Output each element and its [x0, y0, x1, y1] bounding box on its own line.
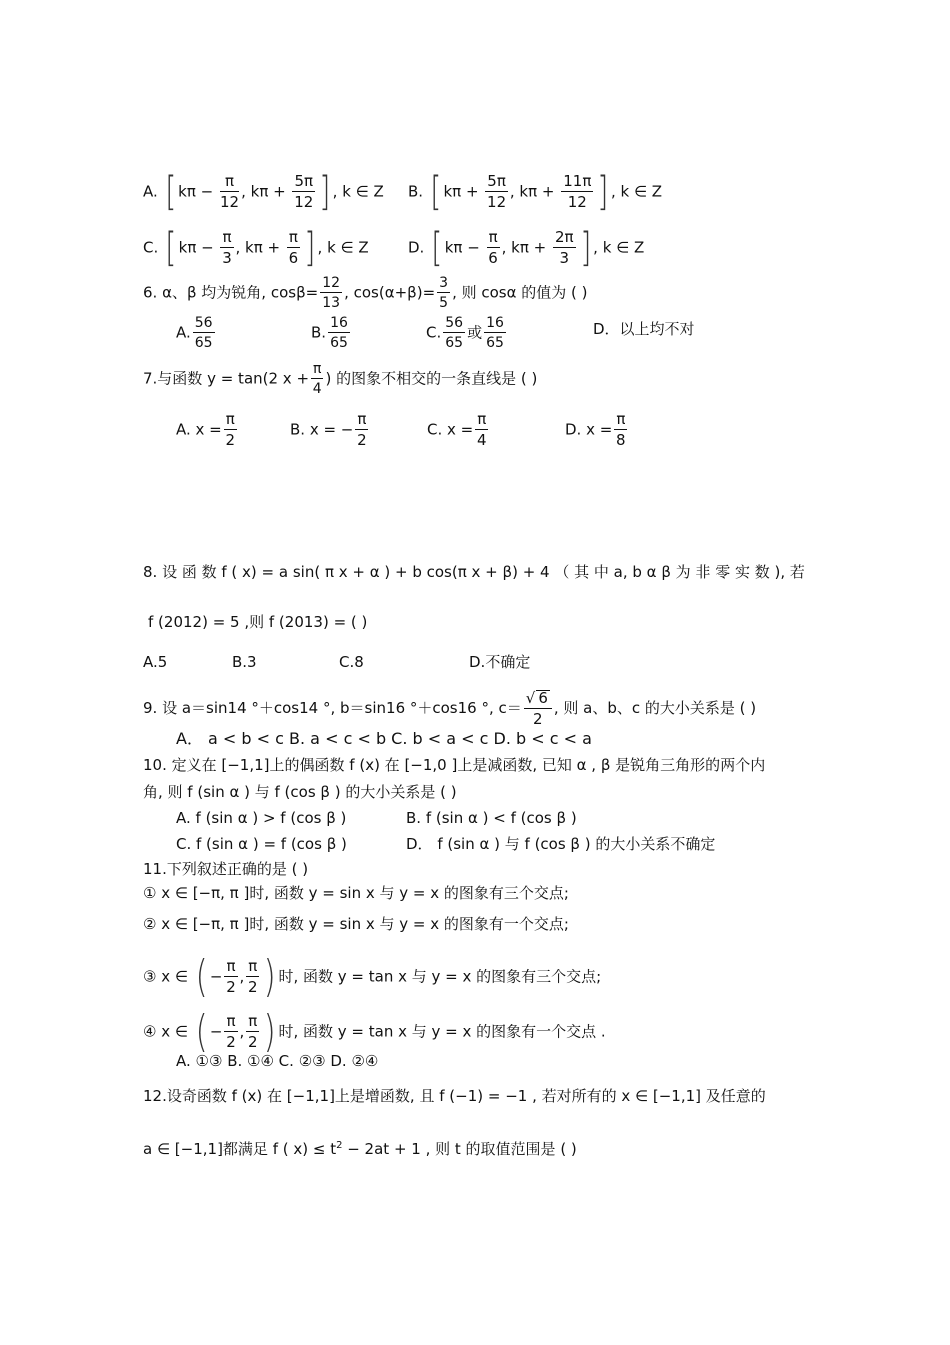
q7-option-a: A. x = $\frac{\pi}{2}$	[176, 410, 236, 449]
q12-stem-line2: a ∈ [−1,1]都满足 f ( $x) \le t^2 - 2at + 1$ , 则 t 的取值范围是 ( )	[143, 1140, 577, 1158]
left-bracket: [	[430, 169, 442, 215]
left-bracket: [	[431, 225, 443, 271]
q8-stem-line2: f (2012) = 5 ,则 f (2013) = ( )	[148, 613, 368, 631]
q5-option-b: B. [ kπ + $\frac{5\pi}{12}$ , kπ + $\frac{11\pi}{12}$ ] , k ∈ Z	[408, 169, 663, 215]
q6-option-c: C. $\frac{56}{65}$ 或 $\frac{16}{65}$	[426, 315, 504, 351]
q11-statement-1: ① x ∈ [−π, π ]时, 函数 y = sin x 与 y = x 的图象有三个交点;	[143, 884, 569, 902]
q5-option-a: A. [ kπ − $\frac{\pi}{12}$ , kπ + $\frac{5\pi}{12}$ ] , k ∈ Z	[143, 169, 384, 215]
q6-option-b: B. $\frac{16}{65}$	[311, 315, 348, 351]
q11-options: A. ①③ B. ①④ C. ②③ D. ②④	[176, 1052, 379, 1070]
left-bracket: [	[164, 169, 176, 215]
q10-option-d: D． f (sin α ) 与 f (cos β ) 的大小关系不确定	[406, 835, 716, 853]
q7-option-d: D. x = $\frac{\pi}{8}$	[565, 410, 626, 449]
q8-option-c: C.8	[339, 653, 364, 671]
left-bracket: [	[165, 225, 177, 271]
q8-stem-line1: 8. 设 函 数 f ( x) = a sin( π x + α ) + b cos(π x + β) + 4 （ 其 中 a, b α β 为 非 零 实 数 ), 若	[143, 563, 805, 581]
q8-option-a: A.5	[143, 653, 168, 671]
q6-option-d: D．以上均不对	[593, 320, 695, 338]
q5-option-c: C. [ kπ − $\frac{\pi}{3}$ , kπ + $\frac{\pi}{6}$ ] , k ∈ Z	[143, 225, 369, 271]
q10-option-a: A. f (sin α ) > f (cos β )	[176, 809, 347, 827]
q7-option-c: C. x = $\frac{\pi}{4}$	[427, 410, 487, 449]
q10-stem-line2: 角, 则 f (sin α ) 与 f (cos β ) 的大小关系是 ( )	[143, 783, 457, 801]
right-bracket: ]	[579, 225, 591, 271]
q10-option-b: B. f (sin α ) < f (cos β )	[406, 809, 577, 827]
q9-stem: 9. 设 a＝sin14 °＋cos14 °, b＝sin16 °＋cos16 °, c＝ $\frac{√ 6}{2}$ , 则 a、b、c 的大小关系是 ( )	[143, 689, 757, 728]
q9-options: A． a < b < c B. a < c < b C. b < a < c D. b < c < a	[176, 729, 592, 748]
right-bracket: ]	[597, 169, 609, 215]
q8-option-b: B.3	[232, 653, 257, 671]
q11-statement-2: ② x ∈ [−π, π ]时, 函数 y = sin x 与 y = x 的图象有一个交点;	[143, 915, 569, 933]
right-bracket: ]	[319, 169, 331, 215]
right-paren: )	[263, 951, 276, 1002]
q8-option-d: D.不确定	[469, 653, 531, 671]
q11-statement-4: ④ x ∈ ( − $\frac{\pi}{2}$ , $\frac{\pi}{2}$ ) 时, 函数 y = tan x 与 y = x 的图象有一个交点 .	[143, 1006, 606, 1057]
q7-option-b: B. x = − $\frac{\pi}{2}$	[290, 410, 367, 449]
right-bracket: ]	[304, 225, 316, 271]
q5-option-d: D. [ kπ − $\frac{\pi}{6}$ , kπ + $\frac{2\pi}{3}$ ] , k ∈ Z	[408, 225, 645, 271]
q11-statement-3: ③ x ∈ ( − $\frac{\pi}{2}$ , $\frac{\pi}{2}$ ) 时, 函数 y = tan x 与 y = x 的图象有三个交点;	[143, 951, 602, 1002]
q6-stem: 6. α、β 均为锐角, cosβ= $\frac{12}{13}$ , cos(α+β)= $\frac{3}{5}$ , 则 cosα 的值为 ( )	[143, 275, 588, 311]
left-paren: (	[195, 1006, 208, 1057]
q11-stem: 11.下列叙述正确的是 ( )	[143, 860, 309, 878]
q10-stem-line1: 10. 定义在 [−1,1]上的偶函数 f (x) 在 [−1,0 ]上是减函数, 已知 α , β 是锐角三角形的两个内	[143, 756, 766, 774]
q10-option-c: C. f (sin α ) = f (cos β )	[176, 835, 347, 853]
q7-stem: 7.与函数 y = tan(2 x + $\frac{\pi}{4}$ ) 的图象不相交的一条直线是 ( )	[143, 361, 538, 397]
left-paren: (	[195, 951, 208, 1002]
q12-stem-line1: 12.设奇函数 f (x) 在 [−1,1]上是增函数, 且 f (−1) = −1 , 若对所有的 x ∈ [−1,1] 及任意的	[143, 1087, 766, 1105]
q6-option-a: A. $\frac{56}{65}$	[176, 315, 213, 351]
right-paren: )	[263, 1006, 276, 1057]
